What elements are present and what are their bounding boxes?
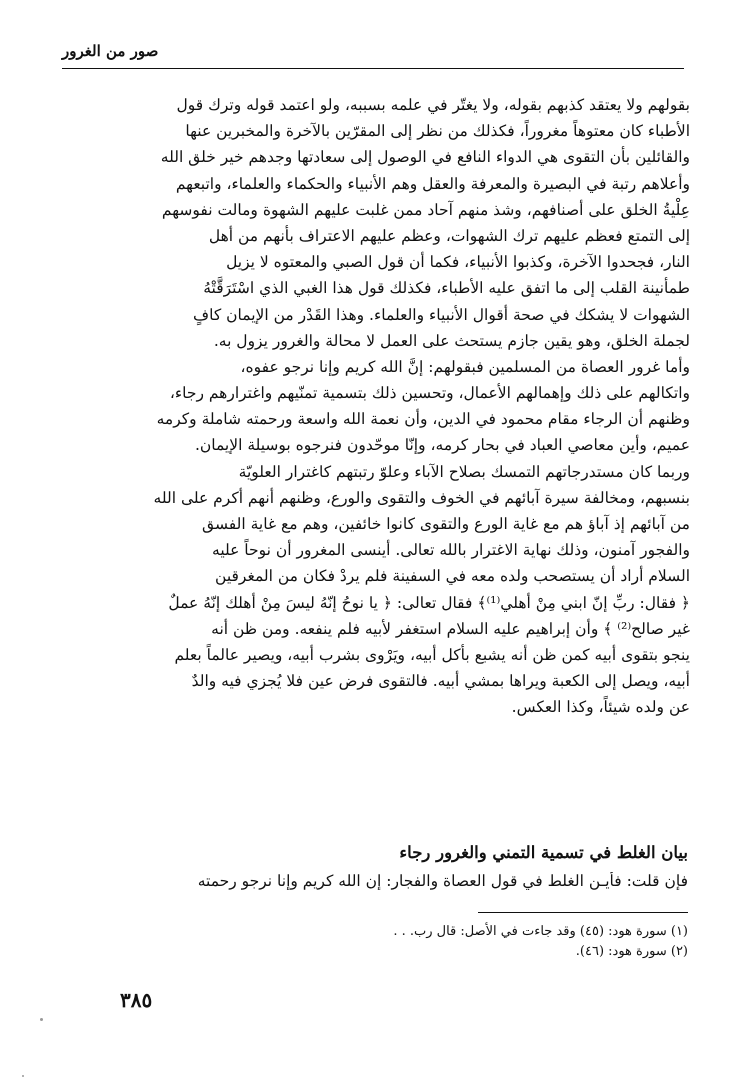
- text-line: بقولهم ولا يعتقد كذبهم بقوله، ولا يغتّر في علمه بسببه، ولو اعتمد قوله وترك قول: [176, 96, 690, 114]
- text-line: وربما كان مستدرجاتهم التمسك بصلاح الآباء وعلوّ رتبتهم كاغترار العلويّة: [238, 462, 690, 481]
- text-line: والفجور آمنون، وذلك نهاية الاغترار بالله تعالى. أينسى المغرور أن نوحاً عليه: [212, 541, 690, 560]
- footnote-separator: [478, 912, 688, 913]
- body-text: [120, 92, 690, 721]
- text-line: غير صالح⁽²⁾ ﴾ وأن إبراهيم عليه السلام استغفر لأبيه فلم ينفعه. ومن ظن أنه: [211, 619, 690, 638]
- text-line: طمأنينة القلب إلى ما اتفق عليه الأطباء، فكذلك قول هذا الغبي الذي اسْتَرَقَّتْهُ: [203, 279, 690, 298]
- text-line: وأعلاهم رتبة في البصيرة والمعرفة والعقل وهم الأنبياء والحكماء والعلماء، واتبعهم: [175, 174, 690, 193]
- text-line: من آبائهم إذ آباؤ هم مع غاية الورع والتقوى كانوا خائفين، وهم مع غاية الفسق: [202, 515, 690, 533]
- text-line: ينجو بتقوى أبيه كمن ظن أنه يشبع بأكل أبيه، ويَرْوى بشرب أبيه، ويصير عالماً بعلم: [174, 645, 690, 664]
- text-line: ﴿ فقال: ربِّ إنّ ابني مِنْ أهلي⁽¹⁾﴾ فقال تعالى: ﴿ يا نوحُ إنّهُ ليسَ مِنْ أهلك إنّهُ عملٌ: [168, 593, 690, 612]
- text-line: وأما غرور العصاة من المسلمين فبقولهم: إنَّ الله كريم وإنا نرجو عفوه،: [240, 357, 690, 376]
- footnotes: [200, 922, 688, 962]
- text-line: الأطباء كان معتوهاً مغروراً، فكذلك من نظر إلى المقرّين بالآخرة والمخبرين عنها: [185, 122, 690, 141]
- text-line: أبيه، ويصل إلى الكعبة ويراها بمشي أبيه. فالتقوى فرض عين فلا يُجزي فيه والدٌ: [191, 672, 690, 691]
- text-line: عِلْيةُ الخلق على أصنافهم، وشذ منهم آحاد ممن غلبت عليهم الشهوة ومالت نفوسهم: [161, 200, 690, 219]
- scan-speck: [40, 1018, 43, 1021]
- text-line: والقائلين بأن التقوى هي الدواء النافع في الوصول إلى سعادتها وجدهم خير خلق الله: [160, 148, 690, 167]
- text-line: عن ولده شيئاً، وكذا العكس.: [511, 698, 690, 717]
- header-title: صور من الغرور: [62, 42, 159, 60]
- scan-speck: [22, 1075, 24, 1077]
- text-line: الشهوات لا يشكك في صحة أقوال الأنبياء والعلماء. وهذا القَدْر من الإيمان كافٍ: [193, 305, 690, 324]
- page-number: ٣٨٥: [120, 988, 153, 1012]
- section-heading: بيان الغلط في تسمية التمني والغرور رجاء: [399, 843, 688, 862]
- text-line: السلام أراد أن يستصحب ولده معه في السفينة فلم يردْ فكان من المغرقين: [215, 567, 690, 586]
- text-line: النار، فجحدوا الآخرة، وكذبوا الأنبياء، فكما أن قول الصبي والمعتوه لا يزيل: [226, 253, 690, 272]
- text-line: عميم، وأين معاصي العباد في بحار كرمه، وإنّا موحّدون فنرجوه بوسيلة الإيمان.: [194, 436, 690, 455]
- text-line: بنسبهم، ومخالفة سيرة آبائهم في الخوف والتقوى والورع، وظنهم أنهم أكرم على الله: [153, 488, 690, 507]
- footnote-2: (٢) سورة هود: (٤٦).: [575, 944, 688, 959]
- text-line: إلى التمتع فعظم عليهم ترك الشهوات، وعظم عليهم الاعتراف بأنهم من أهل: [208, 226, 690, 245]
- text-line: لجملة الخلق، وهو يقين جازم يستحث على العمل لا محالة والغرور يزول به.: [213, 331, 690, 350]
- continuation-line: فإن قلت: فأيـن الغلط في قول العصاة والفجار: إن الله كريم وإنا نرجو رحمته: [197, 872, 688, 890]
- text-line: وظنهم أن الرجاء مقام محمود في الدين، وأن نعمة الله واسعة ورحمته شاملة وكرمه: [156, 410, 690, 429]
- text-line: واتكالهم على ذلك وإهمالهم الأعمال، وتحسين ذلك بتسمية تمنّيهم واغترارهم رجاء،: [169, 384, 690, 403]
- footnote-1: (١) سورة هود: (٤٥) وقد جاءت في الأصل: قال رب. . .: [393, 924, 688, 939]
- running-header: [62, 40, 684, 69]
